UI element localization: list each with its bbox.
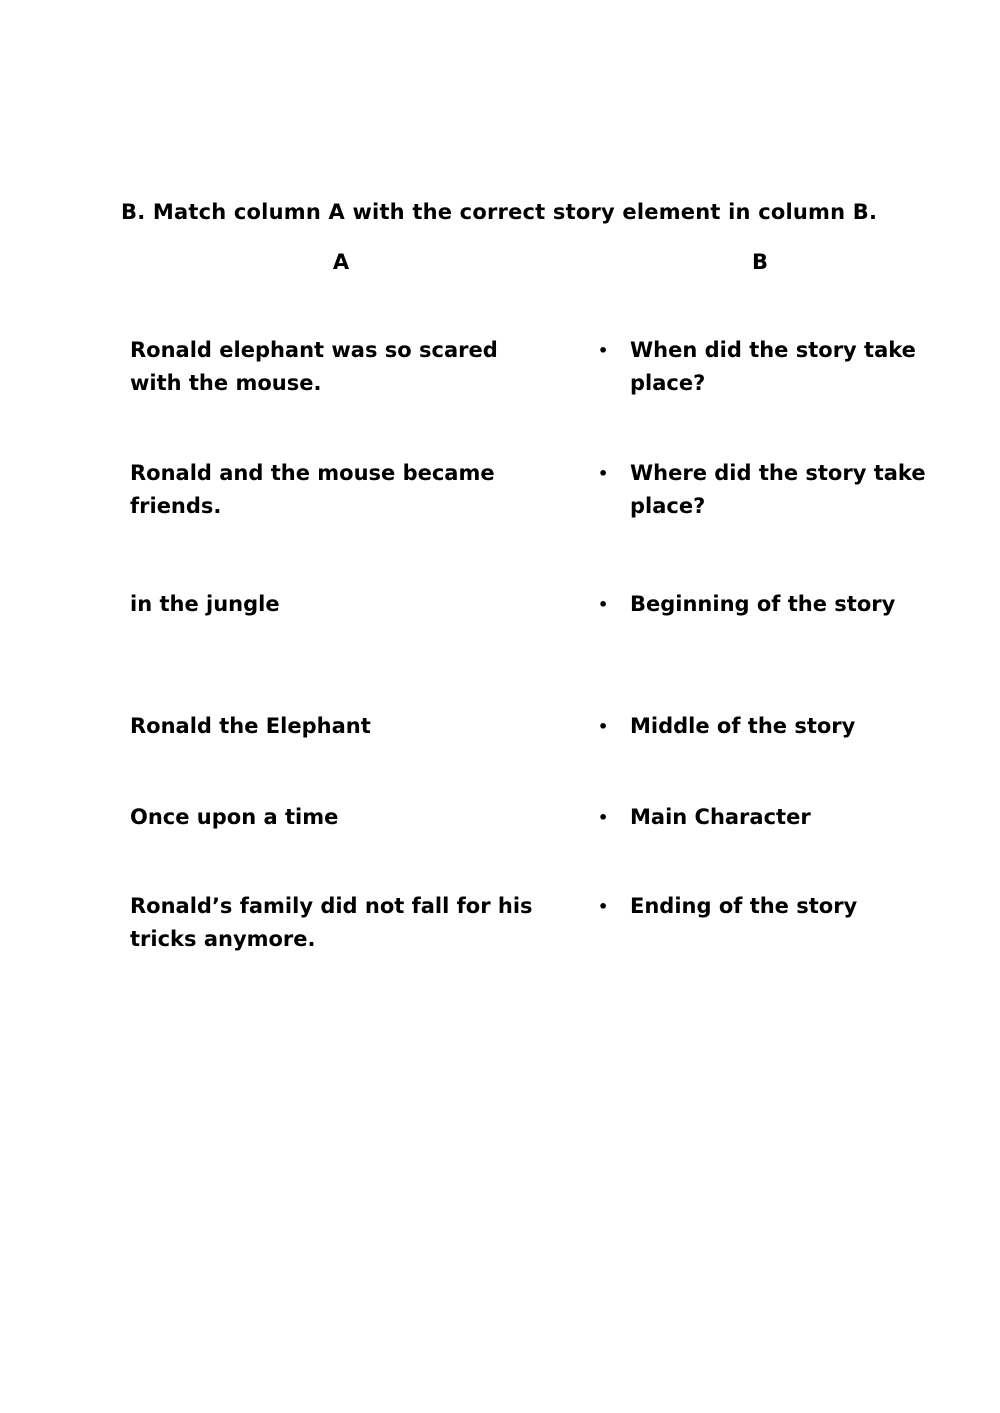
bullet-icon: •	[598, 717, 609, 736]
bullet-icon: •	[598, 808, 609, 827]
instruction-text: B. Match column A with the correct story element in column B.	[121, 200, 878, 224]
bullet-icon: •	[598, 464, 609, 483]
column-a-item: Ronald the Elephant	[130, 714, 371, 738]
column-a-item: Ronald elephant was so scared with the mouse.	[130, 338, 498, 395]
column-b-item-text: Main Character	[630, 805, 811, 829]
column-b-item-text: Ending of the story	[630, 894, 858, 918]
column-b-item	[598, 890, 938, 923]
column-b-item-text: When did the story take place?	[630, 338, 916, 395]
column-b-item	[598, 588, 938, 621]
column-a-item: Ronald and the mouse became friends.	[130, 461, 495, 518]
column-b-item	[598, 801, 938, 834]
column-a-header: A	[332, 250, 350, 274]
column-a-item: Ronald’s family did not fall for his tricks anymore.	[130, 894, 533, 951]
bullet-icon: •	[598, 897, 609, 916]
column-b-item	[598, 334, 938, 400]
bullet-icon: •	[598, 341, 609, 360]
column-b-item-text: Beginning of the story	[630, 592, 896, 616]
column-b-item	[598, 457, 938, 523]
column-b-item-text: Where did the story take place?	[630, 461, 926, 518]
column-b-header: B	[751, 250, 768, 274]
column-b-item	[598, 710, 938, 743]
column-b-item-text: Middle of the story	[630, 714, 856, 738]
bullet-icon: •	[598, 595, 609, 614]
column-a-item: Once upon a time	[130, 805, 339, 829]
column-a-item: in the jungle	[130, 592, 280, 616]
